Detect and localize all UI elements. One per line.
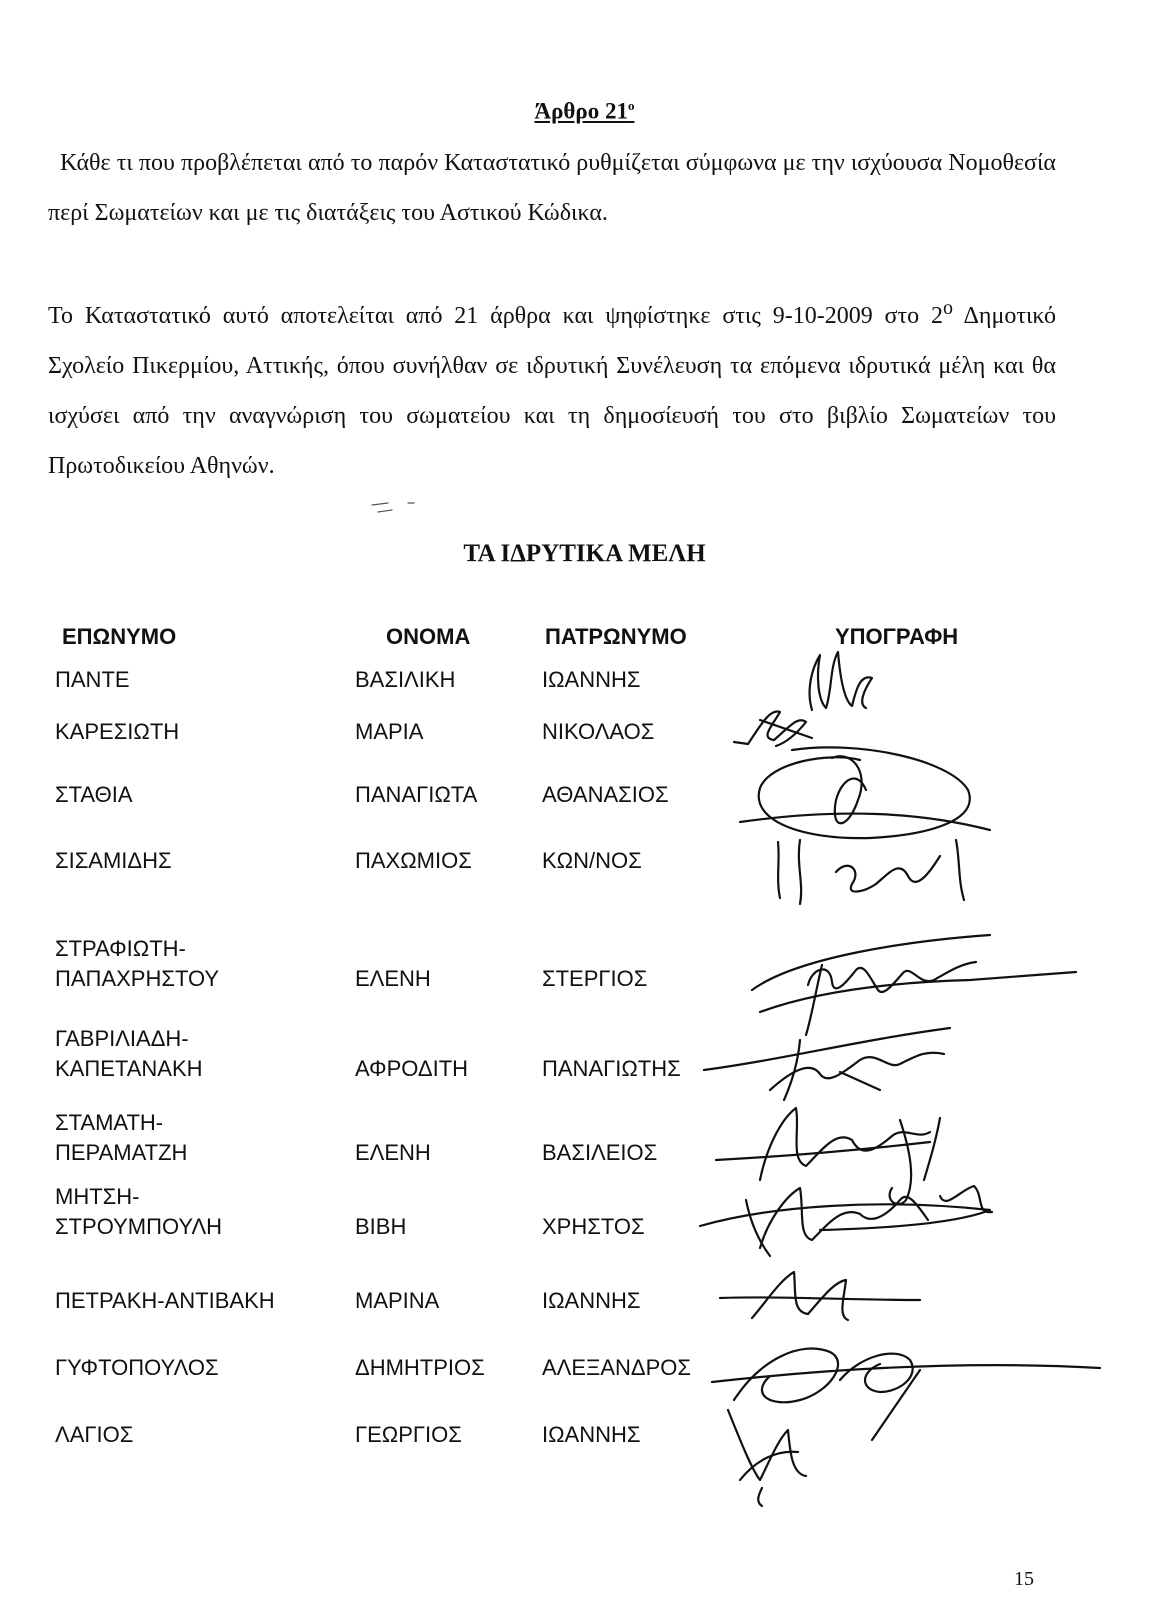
member-surname: ΛΑΓΙΟΣ [55, 1422, 134, 1447]
paragraph-2-part-b: Δημοτικό Σχολείο Πικερμίου, Αττικής, όπου συνήλθαν σε ιδρυτική Συνέλευση τα επόμενα ιδρυτικά μέλη και θα ισχύσει από την αναγνώριση του σωματείου και τη δημοσίευσή του στο βιβλίο Σωματείων του Πρωτοδικείου Αθηνών. [48, 303, 1056, 479]
members-section-title: ΤΑ ΙΔΡΥΤΙΚΑ ΜΕΛΗ [463, 540, 706, 567]
paragraph-1-text: Κάθε τι που προβλέπεται από το παρόν Καταστατικό ρυθμίζεται σύμφωνα με την ισχύουσα Νομοθεσία περί Σωματείων και με τις διατάξεις του Αστικού Κώδικα. [48, 150, 1056, 226]
paragraph-2-part-a: Το Καταστατικό αυτό αποτελείται από 21 άρθρα και ψηφίστηκε στις 9-10-2009 στο 2 [48, 303, 943, 329]
member-name: ΒΙΒΗ [355, 1214, 407, 1239]
member-name: ΠΑΝΑΓΙΩΤΑ [355, 782, 478, 807]
member-name: ΜΑΡΙΝΑ [355, 1288, 440, 1313]
member-name: ΒΑΣΙΛΙΚΗ [355, 667, 456, 692]
member-patronymic: ΒΑΣΙΛΕΙΟΣ [542, 1140, 658, 1165]
member-patronymic: ΙΩΑΝΝΗΣ [542, 1288, 641, 1313]
member-patronymic: ΑΛΕΞΑΝΔΡΟΣ [542, 1355, 691, 1380]
member-surname: ΜΗΤΣΗ- [55, 1184, 140, 1209]
article-title-text: Άρθρο 21 [534, 98, 628, 124]
paragraph-2-text [48, 283, 1056, 491]
member-surname: ΠΕΤΡΑΚΗ-ΑΝΤΙΒΑΚΗ [55, 1288, 275, 1313]
member-name: ΜΑΡΙΑ [355, 719, 424, 744]
signature-9 [720, 1272, 920, 1320]
page-number: 15 [1014, 1568, 1034, 1590]
member-surname: ΓΑΒΡΙΛΙΑΔΗ- [55, 1026, 189, 1051]
member-surname: ΚΑΡΕΣΙΩΤΗ [55, 719, 180, 744]
member-surname-line-2: ΠΕΡΑΜΑΤΖΗ [55, 1140, 188, 1165]
scan-specks [372, 503, 414, 512]
member-patronymic: ΙΩΑΝΝΗΣ [542, 667, 641, 692]
signature-7 [716, 1108, 940, 1204]
member-surname: ΣΤΑΘΙΑ [55, 782, 133, 807]
member-patronymic: ΑΘΑΝΑΣΙΟΣ [542, 782, 669, 807]
signature-2 [734, 711, 812, 746]
article-title [0, 98, 1169, 125]
member-surname-line-2: ΣΤΡΟΥΜΠΟΥΛΗ [55, 1214, 223, 1239]
signature-1 [810, 652, 872, 710]
column-header-signature: ΥΠΟΓΡΑΦΗ [835, 624, 959, 649]
member-surname: ΠΑΝΤΕ [55, 667, 130, 692]
member-patronymic: ΝΙΚΟΛΑΟΣ [542, 719, 655, 744]
signature-10 [712, 1349, 1100, 1440]
member-surname: ΣΙΣΑΜΙΔΗΣ [55, 848, 172, 873]
column-header-surname: ΕΠΩΝΥΜΟ [62, 624, 177, 649]
member-patronymic: ΙΩΑΝΝΗΣ [542, 1422, 641, 1447]
signature-11 [728, 1410, 806, 1506]
member-name: ΑΦΡΟΔΙΤΗ [355, 1056, 469, 1081]
member-patronymic: ΚΩΝ/ΝΟΣ [542, 848, 642, 873]
member-patronymic: ΠΑΝΑΓΙΩΤΗΣ [542, 1056, 681, 1081]
signature-4 [778, 840, 964, 904]
member-name: ΔΗΜΗΤΡΙΟΣ [355, 1355, 485, 1380]
member-name: ΕΛΕΝΗ [355, 1140, 431, 1165]
signature-5 [752, 935, 1076, 1035]
member-surname: ΣΤΡΑΦΙΩΤΗ- [55, 936, 186, 961]
member-name: ΓΕΩΡΓΙΟΣ [355, 1422, 462, 1447]
member-surname: ΓΥΦΤΟΠΟΥΛΟΣ [55, 1355, 219, 1380]
member-surname-line-2: ΠΑΠΑΧΡΗΣΤΟΥ [55, 966, 220, 991]
column-header-patronymic: ΠΑΤΡΩΝΥΜΟ [545, 624, 687, 649]
column-header-name: ΟΝΟΜΑ [386, 624, 471, 649]
paragraph-2-ordinal: ο [942, 297, 953, 319]
signature-3 [740, 747, 990, 838]
article-title-ordinal: ο [627, 98, 635, 113]
member-surname: ΣΤΑΜΑΤΗ- [55, 1110, 164, 1135]
member-surname-line-2: ΚΑΠΕΤΑΝΑΚΗ [55, 1056, 203, 1081]
article-paragraph-2 [48, 283, 1056, 491]
member-patronymic: ΧΡΗΣΤΟΣ [542, 1214, 645, 1239]
signature-6 [704, 1028, 950, 1100]
signature-8 [700, 1186, 992, 1256]
member-name: ΠΑΧΩΜΙΟΣ [355, 848, 472, 873]
member-patronymic: ΣΤΕΡΓΙΟΣ [542, 966, 648, 991]
article-paragraph-1 [48, 138, 1056, 238]
member-name: ΕΛΕΝΗ [355, 966, 431, 991]
